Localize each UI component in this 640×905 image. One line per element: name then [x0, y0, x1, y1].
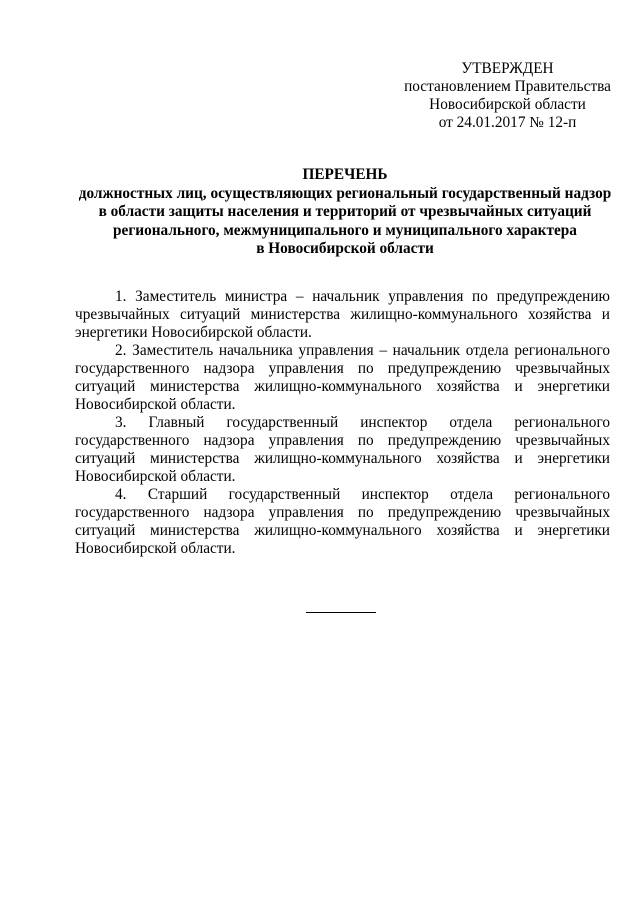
title-line-3: регионального, межмуниципального и муниципального характера — [113, 221, 577, 239]
approval-heading: УТВЕРЖДЕН — [461, 60, 554, 77]
document-title — [70, 166, 620, 259]
officials-list — [75, 288, 610, 558]
list-item: 2. Заместитель начальника управления – начальник отдела регионального государственного надзора управления по предупреждению чрезвычайных ситуаций министерства жилищно-коммунального хозяйства и энергетики Новосибирской области. — [75, 342, 610, 413]
end-separator-line — [306, 612, 376, 613]
title-heading: ПЕРЕЧЕНЬ — [302, 166, 388, 183]
title-line-1: должностных лиц, осуществляющих региональный государственный надзор — [78, 184, 612, 202]
approval-date-number: от 24.01.2017 № 12-п — [438, 114, 577, 131]
approval-stamp — [395, 60, 620, 132]
list-item: 3. Главный государственный инспектор отдела регионального государственного надзора управления по предупреждению чрезвычайных ситуаций министерства жилищно-коммунального хозяйства и энергетики Новосибирской области. — [75, 414, 610, 485]
list-item: 1. Заместитель министра – начальник управления по предупреждению чрезвычайных ситуаций министерства жилищно-коммунального хозяйства и энергетики Новосибирской области. — [75, 288, 610, 341]
list-item: 4. Старший государственный инспектор отдела регионального государственного надзора управления по предупреждению чрезвычайных ситуаций министерства жилищно-коммунального хозяйства и энергетики Новосибирской области. — [75, 486, 610, 557]
title-line-4: в Новосибирской области — [256, 240, 434, 257]
title-line-2: в области защиты населения и территорий от чрезвычайных ситуаций — [98, 203, 592, 220]
approval-region: Новосибирской области — [429, 96, 586, 113]
approval-issuer: постановлением Правительства — [404, 78, 611, 95]
